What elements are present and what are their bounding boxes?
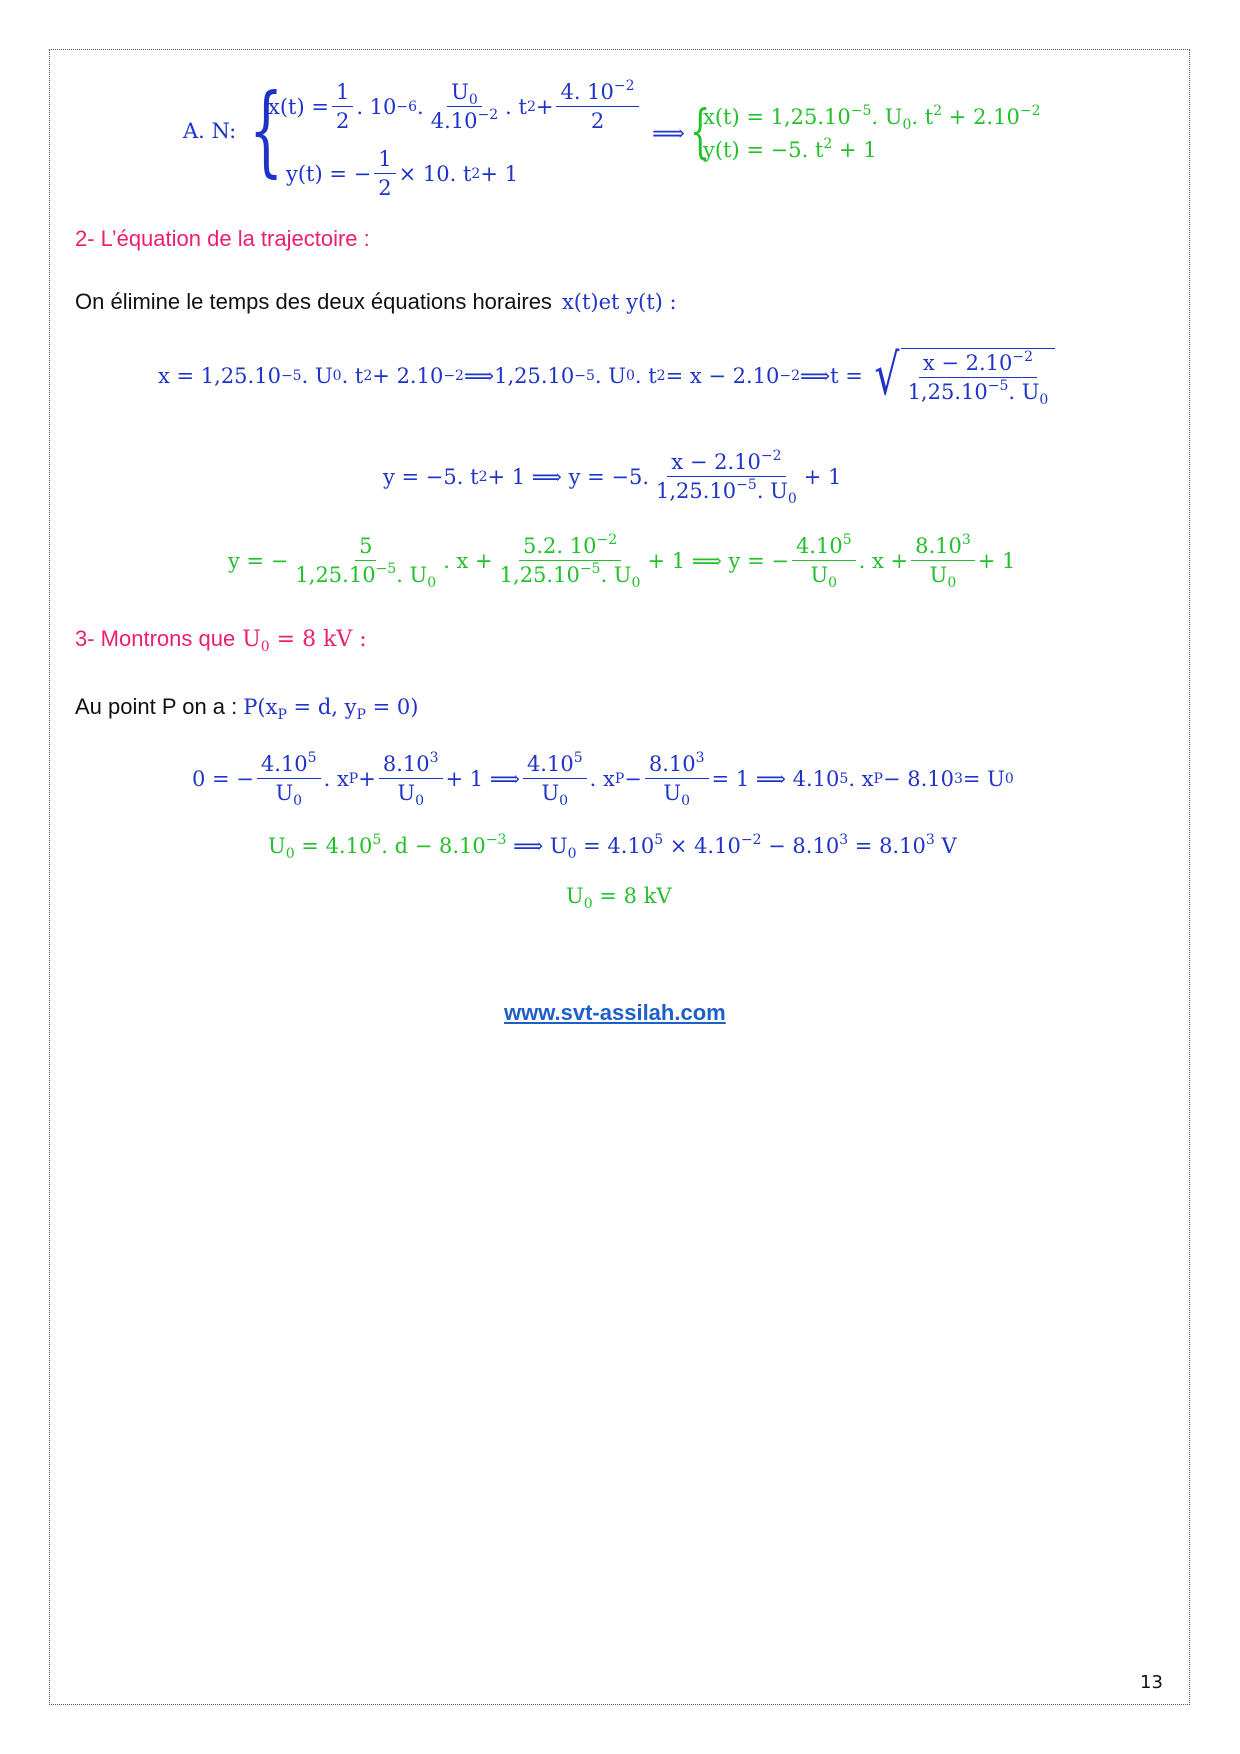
result-brace: {	[690, 97, 711, 165]
point-p-line: Au point P on a : $P(x_P = d$, $y_P = 0$)	[75, 694, 419, 723]
an-label: A. N:	[183, 119, 237, 143]
section-2-title: 2- L’équation de la trajectoire :	[75, 226, 370, 251]
equation-y-substitution: y = −5. t 2 + 1 ⟹ y = −5. $\frac{x - 2.10^{-2}}{1,25.10^{-5}. U_0}$ + 1	[383, 448, 842, 508]
website-link[interactable]: www.svt-assilah.com	[504, 1000, 726, 1025]
equation-u0-calc: $U_0 = 4.10^5$. $d - 8.10^{-3}$ ⟹ $U_0 = 4.10^5 \times 4.10^{-2} - 8.10^3 = 8.10^3$ V	[268, 832, 957, 862]
an-y-equation: y(t) = − $\frac{1}{2}$ × 10. t 2 + 1	[286, 147, 518, 201]
square-root: √ $\frac{x - 2.10^{-2}}{1,25.10^{-5}. U_0}$	[869, 348, 1055, 404]
equation-t-expression: x = 1,25.10 −5 . U 0 . t 2 + 2.10 −2 ⟹ 1,25.10 −5 . U 0 . t 2 = x − 2.10 −2 ⟹ t = √ $\frac{x - 2.10^{-2}}{1,25.10^{-5}. U_0}$	[158, 348, 1055, 404]
an-x-equation: x(t) = $\frac{1}{2}$ . 10 −6 . $\frac{U_0}{4.10^{-2}}$ . t 2 + $\frac{4. 10^{-2}}{2}$	[268, 80, 642, 133]
equation-point-p: 0 = − $\frac{4.10^5}{U_0}$ . x P + $\frac{8.10^3}{U_0}$ + 1 ⟹ $\frac{4.10^5}{U_0}$ . x P − $\frac{8.10^3}{U_0}$ = 1 ⟹ 4.10 5 . x P − 8.10 3 = U 0	[192, 750, 1014, 810]
equation-trajectory: y = − $\frac{5}{1,25.10^{-5}. U_0}$ . x + $\frac{5.2. 10^{-2}}{1,25.10^{-5}. U_0}$ + 1 ⟹ y = − $\frac{4.10^5}{U_0}$ . x + $\frac{8.10^3}{U_0}$ + 1	[228, 532, 1016, 592]
an-result-y: y(t) = −5. $t^2 + 1$	[703, 136, 877, 162]
left-brace: {	[249, 74, 284, 188]
equation-u0-result: $U_0 = 8$ kV	[566, 884, 672, 912]
section-3-title: 3- Montrons que $U_0 = 8$ kV :	[75, 626, 367, 655]
implies-arrow: ⟹	[652, 121, 685, 147]
page-number: 13	[1140, 1672, 1163, 1693]
an-result-x: $x(t) = 1,25.10^{-5}$. $U_0$. $t^2 + 2.10^{-2}$	[703, 103, 1041, 133]
section-2-intro: On élimine le temps des deux équations horaires x(t)et y(t) :	[75, 289, 677, 314]
